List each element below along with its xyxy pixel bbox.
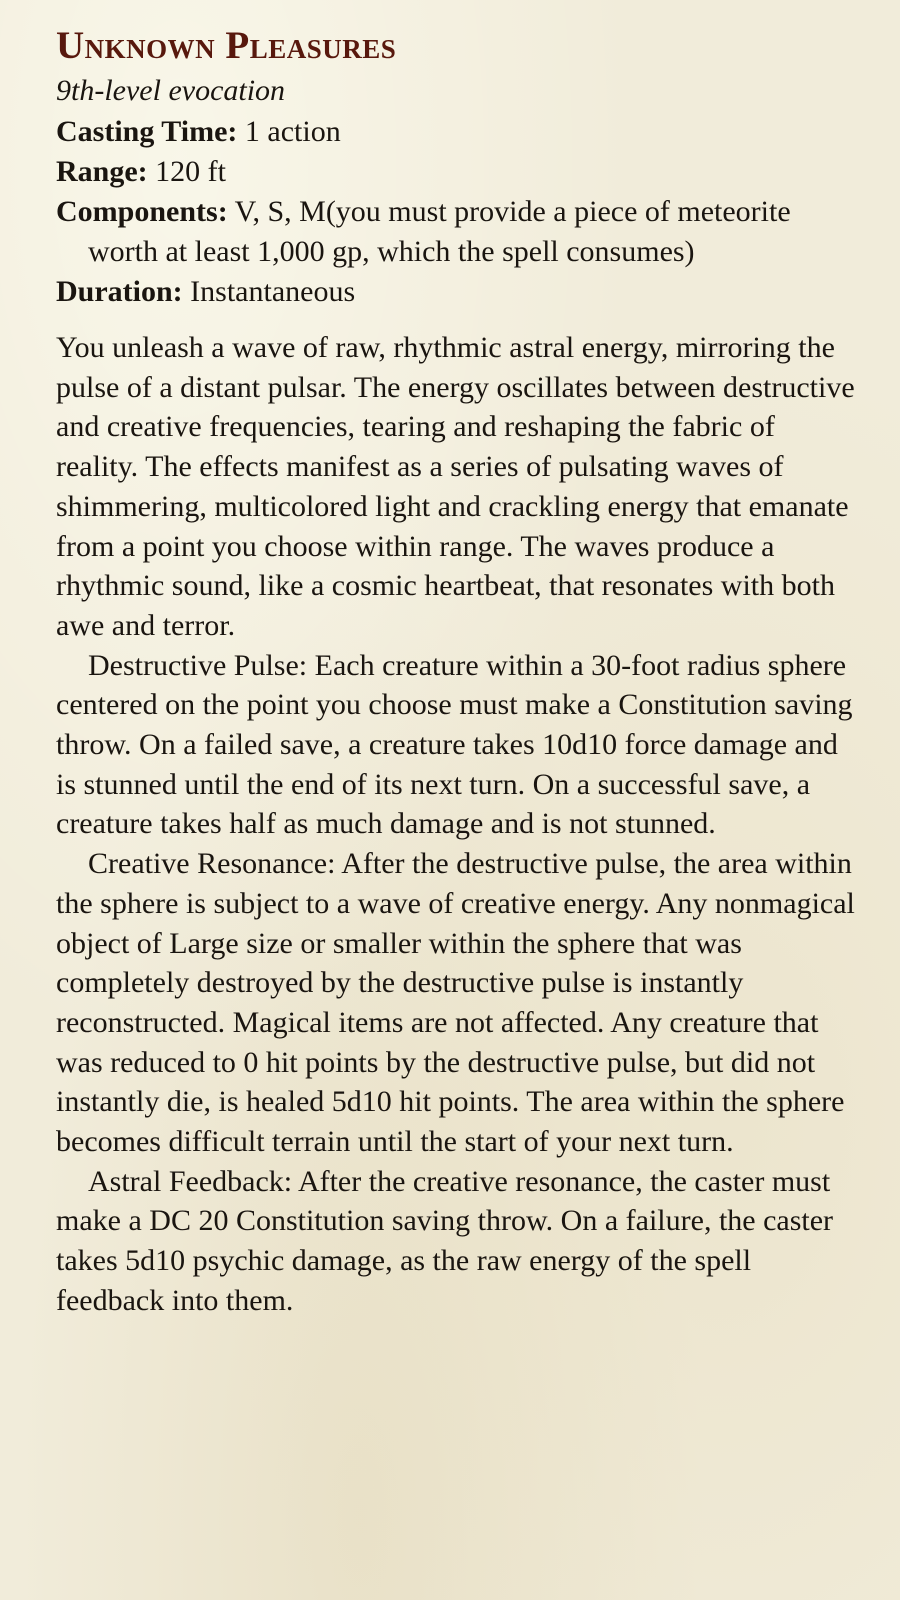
description-astral-feedback: Astral Feedback: After the creative resonance, the caster must make a DC 20 Constitution saving throw. On a failure, the caster takes 5d10 psychic damage, as the raw energy of the spell feedback into them.	[56, 1164, 834, 1317]
range-label: Range:	[56, 155, 148, 188]
components-line	[56, 192, 856, 272]
description-creative-resonance: Creative Resonance: After the destructive pulse, the area within the sphere is subject to a wave of creative energy. Any nonmagical object of Large size or smaller within the sphere that was completely destroyed by the destructive pulse is instantly reconstructed. Magical items are not affected. Any creature that was reduced to 0 hit points by the destructive pulse, but did not instantly die, is healed 5d10 hit points. The area within the sphere becomes difficult terrain until the start of your next turn.	[56, 847, 855, 1159]
casting-time-value: 1 action	[244, 115, 341, 148]
casting-time-label: Casting Time:	[56, 115, 238, 148]
duration-label: Duration:	[56, 275, 183, 308]
description-destructive-pulse: Destructive Pulse: Each creature within a 30-foot radius sphere centered on the point you choose must make a Constitution saving throw. On a failed save, a creature takes 10d10 force damage and is stunned until the end of its next turn. On a successful save, a creature takes half as much damage and is not stunned.	[56, 648, 853, 841]
range-value: 120 ft	[155, 155, 226, 188]
spell-card	[56, 22, 856, 1321]
description-intro: You unleash a wave of raw, rhythmic astral energy, mirroring the pulse of a distant pulsar. The energy oscillates between destructive and creative frequencies, tearing and reshaping the fabric of reality. The effects manifest as a series of pulsating waves of shimmering, multicolored light and crackling energy that emanate from a point you choose within range. The waves produce a rhythmic sound, like a cosmic heartbeat, that resonates with both awe and terror.	[56, 331, 855, 642]
duration-value: Instantaneous	[190, 275, 356, 308]
components-value: V, S, M(you must provide a piece of meteorite worth at least 1,000 gp, which the spell consumes)	[88, 195, 791, 268]
spell-description	[56, 328, 856, 1321]
range-line	[56, 152, 856, 192]
components-label: Components:	[56, 195, 228, 228]
casting-time-line	[56, 112, 856, 152]
spell-school: 9th-level evocation	[56, 74, 286, 107]
spell-title: Unknown Pleasures	[56, 24, 397, 67]
duration-line	[56, 272, 856, 312]
